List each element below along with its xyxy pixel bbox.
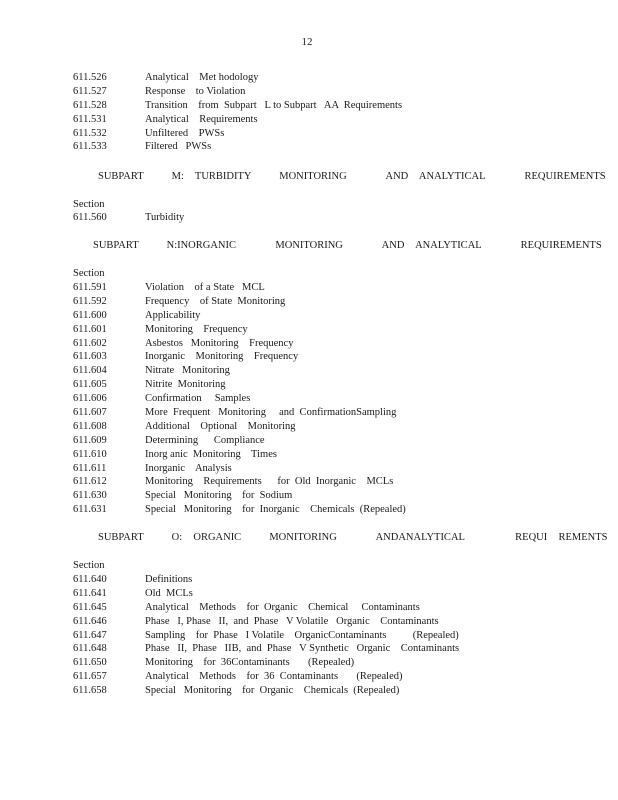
list-item bbox=[73, 140, 543, 154]
section-title: Turbidity bbox=[145, 212, 185, 223]
section-title: Phase I, Phase II, and Phase V Volatile Organic Contaminants bbox=[145, 615, 439, 627]
list-item bbox=[73, 378, 543, 392]
section-number: 611.532 bbox=[73, 127, 107, 139]
section-title: Special Monitoring for Sodium bbox=[145, 490, 293, 502]
list-item bbox=[73, 489, 543, 503]
section-title: Old MCLs bbox=[145, 587, 193, 599]
section-title: Monitoring Requirements for Old Inorganic MCLs bbox=[145, 476, 394, 488]
list-item bbox=[73, 295, 543, 309]
section-number: 611.608 bbox=[73, 420, 107, 432]
section-number: 611.646 bbox=[73, 615, 107, 627]
section-number: 611.630 bbox=[73, 490, 107, 502]
section-title: Nitrite Monitoring bbox=[145, 379, 226, 391]
section-number: 611.601 bbox=[73, 323, 107, 335]
page-number: 12 bbox=[301, 36, 313, 48]
section-title: Analytical Requirements bbox=[145, 113, 258, 125]
list-item bbox=[73, 281, 543, 295]
subpart-o-heading: SUBPART O: ORGANIC MONITORING ANDANALYTICAL REQUI REMENTS bbox=[98, 532, 608, 543]
list-item bbox=[73, 656, 543, 670]
section-number: 611.603 bbox=[73, 351, 107, 363]
section-title: Analytical Met hodology bbox=[145, 72, 259, 83]
section-number: 611.604 bbox=[73, 365, 107, 377]
list-item bbox=[73, 448, 543, 462]
section-title: Applicability bbox=[145, 309, 201, 321]
list-item bbox=[73, 670, 543, 684]
section-number: 611.607 bbox=[73, 407, 107, 419]
section-title: Sampling for Phase I Volatile OrganicContaminants (Repealed) bbox=[145, 629, 459, 641]
section-title: More Frequent Monitoring and ConfirmationSampling bbox=[145, 407, 397, 419]
section-label: Section bbox=[73, 560, 105, 571]
section-number: 611.658 bbox=[73, 685, 107, 697]
section-number: 611.600 bbox=[73, 309, 107, 321]
section-number: 611.640 bbox=[73, 574, 107, 585]
list-item bbox=[73, 309, 543, 323]
section-title: Asbestos Monitoring Frequency bbox=[145, 337, 294, 349]
section-title: Monitoring for 36Contaminants (Repealed) bbox=[145, 657, 355, 669]
section-number: 611.526 bbox=[73, 72, 107, 83]
list-item bbox=[73, 99, 543, 113]
list-item bbox=[73, 211, 543, 225]
section-number: 611.606 bbox=[73, 393, 107, 405]
list-item bbox=[73, 573, 543, 587]
list-item bbox=[73, 615, 543, 629]
section-number: 611.612 bbox=[73, 476, 107, 488]
section-number: 611.610 bbox=[73, 448, 107, 460]
section-number: 611.560 bbox=[73, 212, 107, 223]
list-item bbox=[73, 462, 543, 476]
section-label: Section bbox=[73, 199, 105, 210]
list-item bbox=[73, 392, 543, 406]
subpart-m-heading: SUBPART M: TURBIDITY MONITORING AND ANALYTICAL REQUIREMENTS bbox=[98, 171, 606, 182]
section-number: 611.631 bbox=[73, 504, 107, 516]
list-item bbox=[73, 71, 543, 85]
section-title: Inorganic Monitoring Frequency bbox=[145, 351, 299, 363]
list-item bbox=[73, 420, 543, 434]
list-item bbox=[73, 323, 543, 337]
section-number: 611.641 bbox=[73, 587, 107, 599]
section-number: 611.650 bbox=[73, 657, 107, 669]
section-title: Definitions bbox=[145, 574, 193, 585]
section-title: Special Monitoring for Inorganic Chemicals (Repealed) bbox=[145, 504, 406, 516]
section-number: 611.527 bbox=[73, 85, 107, 97]
list-item bbox=[73, 113, 543, 127]
section-number: 611.592 bbox=[73, 295, 107, 307]
section-title: Filtered PWSs bbox=[145, 141, 212, 153]
section-list-subpart-n bbox=[73, 281, 543, 517]
list-item bbox=[73, 350, 543, 364]
section-list-subpart-o bbox=[73, 573, 543, 698]
list-item bbox=[73, 127, 543, 141]
subpart-n-heading: SUBPART N:INORGANIC MONITORING AND ANALYTICAL REQUIREMENTS bbox=[93, 240, 602, 251]
section-title: Transition from Subpart L to Subpart AA Requirements bbox=[145, 99, 403, 111]
section-number: 611.645 bbox=[73, 601, 107, 613]
list-item bbox=[73, 642, 543, 656]
list-item bbox=[73, 337, 543, 351]
section-number: 611.605 bbox=[73, 379, 107, 391]
section-number: 611.648 bbox=[73, 643, 107, 655]
list-item bbox=[73, 475, 543, 489]
list-item bbox=[73, 364, 543, 378]
section-number: 611.609 bbox=[73, 434, 107, 446]
section-title: Violation of a State MCL bbox=[145, 282, 265, 293]
list-item bbox=[73, 85, 543, 99]
list-item bbox=[73, 587, 543, 601]
section-title: Determining Compliance bbox=[145, 434, 265, 446]
section-number: 611.533 bbox=[73, 141, 107, 153]
section-number: 611.531 bbox=[73, 113, 107, 125]
section-number: 611.647 bbox=[73, 629, 107, 641]
section-title: Analytical Methods for 36 Contaminants (Repealed) bbox=[145, 671, 403, 683]
list-item bbox=[73, 406, 543, 420]
section-title: Frequency of State Monitoring bbox=[145, 295, 286, 307]
section-number: 611.657 bbox=[73, 671, 107, 683]
list-item bbox=[73, 629, 543, 643]
list-item bbox=[73, 434, 543, 448]
section-title: Confirmation Samples bbox=[145, 393, 251, 405]
section-title: Inorg anic Monitoring Times bbox=[145, 448, 277, 460]
section-number: 611.611 bbox=[73, 462, 107, 474]
section-list-subpart-m bbox=[73, 211, 543, 225]
section-number: 611.602 bbox=[73, 337, 107, 349]
section-label: Section bbox=[73, 268, 105, 279]
section-title: Response to Violation bbox=[145, 85, 246, 97]
section-title: Special Monitoring for Organic Chemicals (Repealed) bbox=[145, 685, 400, 697]
section-title: Nitrate Monitoring bbox=[145, 365, 230, 377]
section-title: Analytical Methods for Organic Chemical Contaminants bbox=[145, 601, 420, 613]
list-item bbox=[73, 601, 543, 615]
section-list-subpart-l bbox=[73, 71, 543, 154]
section-title: Monitoring Frequency bbox=[145, 323, 248, 335]
list-item bbox=[73, 684, 543, 698]
section-title: Unfiltered PWSs bbox=[145, 127, 225, 139]
section-number: 611.528 bbox=[73, 99, 107, 111]
section-title: Inorganic Analysis bbox=[145, 462, 232, 474]
section-number: 611.591 bbox=[73, 282, 107, 293]
section-title: Phase II, Phase IIB, and Phase V Synthetic Organic Contaminants bbox=[145, 643, 460, 655]
list-item bbox=[73, 503, 543, 517]
section-title: Additional Optional Monitoring bbox=[145, 420, 296, 432]
